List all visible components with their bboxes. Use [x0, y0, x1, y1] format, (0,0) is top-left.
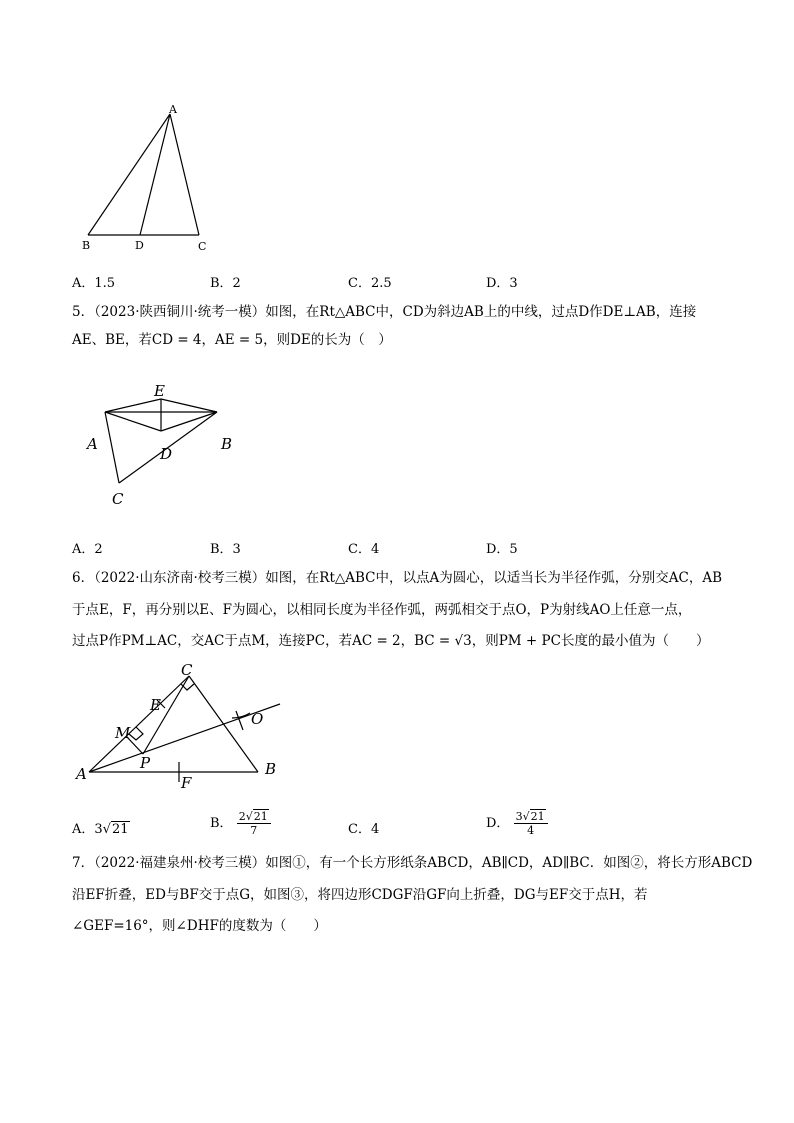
q5-stem-line2: AE、BE，若CD = 4，AE = 5，则DE的长为（ ） [72, 332, 392, 348]
q6-stem-line3: 过点P作PM⊥AC，交AC于点M，连接PC，若AC = 2，BC = √3，则PM + PC长度的最小值为（ ） [72, 633, 710, 649]
q6-option-b [210, 810, 271, 837]
q6-option-d-label: D． [486, 816, 510, 831]
q5-option-d: D．5 [486, 542, 518, 557]
q6-figure [70, 661, 300, 794]
q5-stem-line1: 5．（2023·陕西铜川·统考一模）如图，在Rt△ABC中，CD为斜边AB上的中线，过点D作DE⊥AB，连接 [72, 304, 697, 320]
q5-option-c: C．4 [348, 542, 380, 557]
q6-label-e: E [150, 696, 161, 714]
q6-option-a: A．3√21 [72, 822, 129, 837]
q4-label-b: B [82, 239, 91, 252]
q6-label-o: O [251, 710, 264, 728]
q6-label-m: M [115, 724, 131, 742]
q4-option-b: B．2 [210, 276, 241, 291]
q6-option-d-num-radicand: 21 [530, 810, 545, 823]
q5-label-e: E [154, 382, 165, 400]
q4-option-a: A．1.5 [72, 276, 116, 291]
q5-label-c: C [112, 490, 124, 508]
q4-label-c: C [198, 240, 207, 253]
q6-option-d-num-coef: 3 [515, 810, 523, 823]
q6-label-c: C [181, 661, 193, 679]
q4-label-a: A [169, 103, 177, 116]
q6-option-a-radicand: 21 [111, 822, 129, 837]
q6-label-p: P [140, 754, 151, 772]
q5-figure [80, 378, 250, 513]
q5-label-a: A [87, 435, 98, 453]
q6-stem-line2: 于点E，F，再分别以E、F为圆心，以相同长度为半径作弧，两弧相交于点O，P为射线AO上任意一点， [72, 602, 692, 618]
q6-option-b-num-coef: 2 [238, 810, 246, 823]
q6-option-b-label: B． [210, 816, 233, 831]
q4-option-c: C．2.5 [348, 276, 392, 291]
q6-stem-line1: 6．（2022·山东济南·校考三模）如图，在Rt△ABC中，以点A为圆心，以适当长为半径作弧，分别交AC，AB [72, 570, 722, 586]
q4-label-d: D [135, 239, 144, 252]
q4-option-d: D．3 [486, 276, 518, 291]
q6-label-f: F [181, 774, 192, 792]
q6-option-d [486, 810, 548, 837]
q7-stem-line3: ∠GEF=16°，则∠DHF的度数为（ ） [72, 918, 327, 934]
q5-label-d: D [160, 445, 173, 463]
q6-option-b-num-radicand: 21 [253, 810, 268, 823]
q5-option-b: B．3 [210, 542, 241, 557]
q5-option-a: A．2 [72, 542, 103, 557]
q7-stem-line1: 7．（2022·福建泉州·校考三模）如图①，有一个长方形纸条ABCD，AB∥CD，AD∥BC．如图②，将长方形ABCD [72, 855, 753, 871]
q6-option-d-fraction: $\frac{3√21}{4}$ [514, 810, 548, 837]
q6-option-a-coef: 3 [94, 822, 103, 837]
q6-option-d-denominator: 4 [527, 824, 535, 837]
q6-option-c: C．4 [348, 822, 380, 837]
q6-option-b-fraction: $\frac{2√21}{7}$ [237, 810, 271, 837]
q6-label-a: A [76, 765, 87, 783]
q5-label-b: B [221, 435, 233, 453]
q7-stem-line2: 沿EF折叠，ED与BF交于点G，如图③，将四边形CDGF沿GF向上折叠，DG与EF交于点H，若 [72, 887, 648, 903]
q6-option-a-label: A． [72, 822, 95, 837]
q6-label-b: B [265, 760, 277, 778]
q4-triangle-figure [70, 100, 230, 260]
q6-option-b-denominator: 7 [250, 824, 258, 837]
